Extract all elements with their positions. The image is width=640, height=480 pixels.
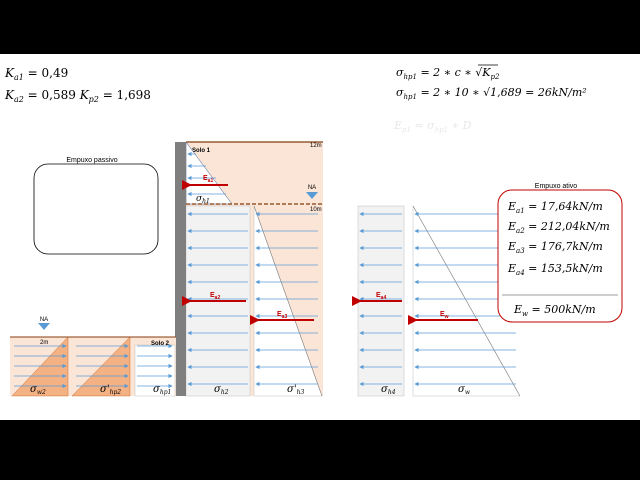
- bottom-label: $\sigma'_{h3}$: [287, 384, 305, 396]
- result-row: $E_{a1} = 17,64kN/m$: [508, 200, 603, 215]
- depth-2m: 2m: [40, 340, 49, 346]
- ew-label: $E_w$: [440, 311, 449, 320]
- retaining-wall-diagram: [0, 54, 640, 420]
- bottom-label: $\sigma'_{hp2}$: [100, 384, 122, 396]
- bottom-label: $\sigma_{h2}$: [214, 384, 229, 396]
- ea4-label: $E_{a4}$: [376, 292, 387, 301]
- result-row: $E_{a3} = 176,7kN/m$: [508, 240, 603, 255]
- na-left-label: NA: [39, 317, 49, 323]
- solo1-label: Solo 1: [192, 148, 211, 154]
- ea2-label: $E_{a2}$: [210, 292, 221, 301]
- total-result: $E_w = 500kN/m$: [514, 303, 596, 318]
- sigma-h1-label: $\sigma_{h1}$: [196, 194, 210, 205]
- ka2-kp2-formula: $K_{a2} = 0,589$ $K_{p2} = 1,698$: [5, 88, 151, 104]
- bottom-label: $\sigma_{hp1}$: [153, 384, 172, 396]
- ea1-label: $E_{a1}$: [203, 175, 214, 184]
- empuxo-passivo-label: Empuxo passivo: [66, 157, 118, 164]
- bottom-label: $\sigma_{h4}$: [381, 384, 396, 396]
- empuxo-ativo-label: Empuxo ativo: [534, 183, 578, 190]
- ep1-faded-formula: $E_{p1} = \sigma_{hp1}$ ∗ D: [394, 119, 472, 134]
- shp1-formula: $\sigma_{hp1} = 2$ ∗ c ∗ $√K_{p2}$: [396, 66, 500, 81]
- result-row: $E_{a2} = 212,04kN/m$: [508, 220, 610, 235]
- ea3-label: $E_{a3}$: [277, 311, 288, 320]
- ka1-formula: $K_{a1} = 0,49$: [5, 66, 69, 82]
- slide-canvas: [0, 54, 640, 420]
- shp1-value-formula: $\sigma_{hp1} = 2$ ∗ 10 ∗ √1,689 = 26kN/m²: [396, 86, 587, 101]
- result-row: $E_{a4} = 153,5kN/m$: [508, 262, 603, 277]
- na-left-icon: [38, 323, 50, 330]
- bottom-label: $\sigma_{w2}$: [30, 384, 46, 396]
- empuxo-passivo-box: [34, 164, 158, 254]
- bottom-label: $\sigma_w$: [458, 384, 470, 396]
- na-right-label: NA: [307, 185, 317, 191]
- depth-10m: 10m: [310, 207, 322, 213]
- solo2-left-label: Solo 2: [151, 341, 170, 347]
- depth-12m: 12m: [310, 143, 322, 149]
- retaining-wall: [175, 142, 186, 396]
